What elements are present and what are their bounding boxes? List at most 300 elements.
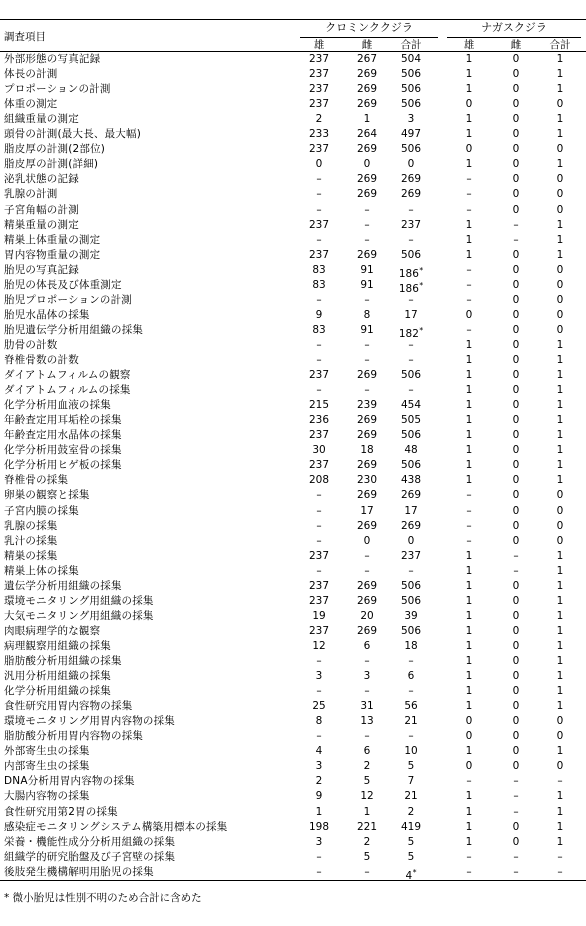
cell-value: 1 bbox=[556, 639, 564, 652]
cell-minke-total bbox=[394, 82, 428, 97]
cell-value: 0 bbox=[512, 504, 520, 517]
cell-value: 506 bbox=[400, 143, 422, 156]
cell-value: 0 bbox=[512, 83, 520, 96]
cell-value: – bbox=[408, 384, 414, 397]
footnote-marker: * bbox=[419, 280, 424, 290]
cell-minke-male bbox=[302, 473, 336, 488]
cell-fin-male bbox=[452, 488, 486, 503]
cell-value: 0 bbox=[512, 579, 520, 592]
cell-fin-total bbox=[543, 684, 577, 699]
cell-value: 6 bbox=[363, 745, 371, 758]
cell-fin-total bbox=[543, 233, 577, 248]
cell-minke-total bbox=[394, 67, 428, 82]
cell-minke-female bbox=[350, 729, 384, 744]
cell-value: 1 bbox=[465, 745, 473, 758]
cell-value: – bbox=[466, 203, 472, 216]
cell-fin-total bbox=[543, 67, 577, 82]
cell-fin-male bbox=[452, 127, 486, 142]
cell-minke-total bbox=[394, 654, 428, 669]
cell-value: 208 bbox=[308, 474, 330, 487]
cell-value: 21 bbox=[404, 790, 418, 803]
cell-value: – bbox=[408, 233, 414, 246]
cell-value: – bbox=[364, 218, 370, 231]
cell-minke-female bbox=[350, 759, 384, 774]
cell-value: 237 bbox=[308, 624, 330, 637]
cell-value: 1 bbox=[556, 113, 564, 126]
cell-value: 506 bbox=[400, 624, 422, 637]
cell-minke-total bbox=[394, 473, 428, 488]
cell-minke-male bbox=[302, 233, 336, 248]
cell-value: 0 bbox=[512, 594, 520, 607]
cell-value: 0 bbox=[512, 384, 520, 397]
cell-minke-male bbox=[302, 684, 336, 699]
cell-value: 3 bbox=[363, 670, 371, 683]
cell-value: 21 bbox=[404, 715, 418, 728]
cell-value: 3 bbox=[315, 835, 323, 848]
cell-value: 91 bbox=[360, 263, 374, 276]
cell-fin-total bbox=[543, 654, 577, 669]
cell-value: 237 bbox=[308, 83, 330, 96]
cell-fin-male bbox=[452, 157, 486, 172]
cell-fin-total bbox=[543, 624, 577, 639]
cell-value: 438 bbox=[400, 474, 422, 487]
cell-minke-total bbox=[394, 413, 428, 428]
cell-minke-male bbox=[302, 549, 336, 564]
cell-fin-female bbox=[499, 112, 533, 127]
cell-minke-male bbox=[302, 504, 336, 519]
cell-minke-male bbox=[302, 97, 336, 112]
cell-minke-male bbox=[302, 654, 336, 669]
cell-value: 0 bbox=[512, 53, 520, 65]
cell-value: 91 bbox=[360, 323, 374, 336]
cell-minke-male bbox=[302, 413, 336, 428]
row-label: 年齢査定用水晶体の採集 bbox=[4, 429, 122, 442]
cell-fin-female bbox=[499, 654, 533, 669]
cell-minke-female bbox=[350, 549, 384, 564]
cell-fin-total bbox=[543, 488, 577, 503]
cell-value: 237 bbox=[308, 68, 330, 81]
cell-value: 0 bbox=[512, 173, 520, 186]
cell-fin-female bbox=[499, 473, 533, 488]
cell-minke-female bbox=[350, 97, 384, 112]
cell-minke-male bbox=[302, 443, 336, 458]
cell-value: 237 bbox=[308, 429, 330, 442]
cell-value: 1 bbox=[556, 233, 564, 246]
cell-fin-total bbox=[543, 789, 577, 804]
cell-fin-male bbox=[452, 504, 486, 519]
row-label: 精巣上体重量の測定 bbox=[4, 233, 101, 246]
cell-fin-male bbox=[452, 669, 486, 684]
cell-minke-female bbox=[350, 338, 384, 353]
cell-minke-male bbox=[302, 248, 336, 263]
cell-value: 0 bbox=[363, 158, 371, 171]
cell-fin-female bbox=[499, 609, 533, 624]
cell-minke-total bbox=[394, 458, 428, 473]
row-label: ダイアトムフィルムの観察 bbox=[4, 369, 131, 382]
row-label: 乳腺の採集 bbox=[4, 519, 58, 532]
group-header-fin: ナガスクジラ bbox=[481, 21, 547, 34]
cell-fin-total bbox=[543, 805, 577, 820]
cell-value: 0 bbox=[363, 534, 371, 547]
row-label: 大気モニタリング用組織の採集 bbox=[4, 609, 154, 622]
row-label: 栄養・機能性成分分析用組織の採集 bbox=[4, 835, 176, 848]
cell-minke-female bbox=[350, 458, 384, 473]
cell-minke-female bbox=[350, 684, 384, 699]
cell-value: 506 bbox=[400, 248, 422, 261]
cell-minke-female bbox=[350, 594, 384, 609]
cell-minke-female bbox=[350, 127, 384, 142]
cell-value: 506 bbox=[400, 369, 422, 382]
cell-value: 0 bbox=[512, 444, 520, 457]
cell-value: 237 bbox=[308, 594, 330, 607]
cell-value: 237 bbox=[400, 218, 422, 231]
cell-fin-female bbox=[499, 549, 533, 564]
cell-value: 1 bbox=[556, 128, 564, 141]
cell-value: 0 bbox=[465, 760, 473, 773]
cell-minke-male bbox=[302, 594, 336, 609]
cell-minke-total bbox=[394, 639, 428, 654]
cell-minke-female bbox=[350, 263, 384, 278]
cell-fin-female bbox=[499, 308, 533, 323]
cell-value: 0 bbox=[512, 700, 520, 713]
cell-value: 269 bbox=[356, 98, 378, 111]
cell-value: 0 bbox=[512, 188, 520, 201]
cell-fin-female bbox=[499, 579, 533, 594]
cell-minke-total bbox=[394, 714, 428, 729]
cell-value: 25 bbox=[312, 700, 326, 713]
cell-minke-total bbox=[394, 157, 428, 172]
row-label: 脊椎骨の採集 bbox=[4, 474, 69, 487]
cell-minke-female bbox=[350, 624, 384, 639]
cell-minke-female bbox=[350, 835, 384, 850]
cell-value: – bbox=[316, 354, 322, 366]
cell-fin-female bbox=[499, 398, 533, 413]
cell-minke-female bbox=[350, 579, 384, 594]
cell-minke-male bbox=[302, 82, 336, 97]
cell-minke-total bbox=[394, 293, 428, 308]
cell-fin-total bbox=[543, 323, 577, 338]
cell-value: 19 bbox=[312, 609, 326, 622]
cell-minke-male bbox=[302, 338, 336, 353]
cell-minke-total bbox=[394, 594, 428, 609]
cell-value: – bbox=[316, 233, 322, 246]
cell-fin-total bbox=[543, 368, 577, 383]
cell-value: 237 bbox=[308, 98, 330, 111]
cell-fin-male bbox=[452, 579, 486, 594]
cell-value: 269 bbox=[400, 489, 422, 502]
cell-fin-female bbox=[499, 519, 533, 534]
cell-fin-female bbox=[499, 729, 533, 744]
cell-minke-total bbox=[394, 338, 428, 353]
cell-value: 506 bbox=[400, 98, 422, 111]
cell-fin-male bbox=[452, 263, 486, 278]
cell-value: – bbox=[557, 850, 563, 863]
cell-value: – bbox=[513, 850, 519, 863]
cell-value: 18 bbox=[404, 639, 418, 652]
cell-minke-total bbox=[394, 278, 428, 293]
cell-value: – bbox=[316, 293, 322, 306]
cell-value: 0 bbox=[407, 534, 415, 547]
cell-value: 1 bbox=[556, 564, 564, 577]
cell-value: 1 bbox=[465, 459, 473, 472]
cell-minke-female bbox=[350, 789, 384, 804]
cell-minke-total bbox=[394, 609, 428, 624]
cell-minke-female bbox=[350, 714, 384, 729]
cell-fin-male bbox=[452, 789, 486, 804]
cell-fin-male bbox=[452, 835, 486, 850]
cell-minke-total bbox=[394, 744, 428, 759]
row-label: 胎児プロポーションの計測 bbox=[4, 293, 132, 306]
cell-minke-male bbox=[302, 609, 336, 624]
cell-minke-male bbox=[302, 759, 336, 774]
cell-value: 12 bbox=[312, 639, 326, 652]
cell-fin-female bbox=[499, 865, 533, 880]
cell-value: 0 bbox=[512, 459, 520, 472]
col-header-fin-female: 雌 bbox=[510, 39, 522, 51]
cell-value: 1 bbox=[556, 354, 564, 366]
cell-value: 237 bbox=[308, 579, 330, 592]
cell-value: 5 bbox=[363, 775, 371, 788]
cell-value: 267 bbox=[356, 53, 378, 65]
cell-fin-total bbox=[543, 699, 577, 714]
cell-fin-male bbox=[452, 654, 486, 669]
cell-minke-female bbox=[350, 774, 384, 789]
cell-value: 2 bbox=[363, 835, 371, 848]
cell-value: 0 bbox=[556, 760, 564, 773]
row-label: 胃内容物重量の測定 bbox=[4, 248, 101, 261]
cell-value: 6 bbox=[363, 639, 371, 652]
cell-value: 0 bbox=[556, 534, 564, 547]
cell-fin-female bbox=[499, 624, 533, 639]
cell-value: 237 bbox=[308, 369, 330, 382]
cell-value: 0 bbox=[512, 68, 520, 81]
cell-value: 0 bbox=[512, 369, 520, 382]
cell-minke-male bbox=[302, 458, 336, 473]
cell-fin-male bbox=[452, 473, 486, 488]
cell-value: 1 bbox=[556, 624, 564, 637]
row-label: 脂皮厚の計測(2部位) bbox=[4, 143, 106, 156]
cell-value: 0 bbox=[512, 293, 520, 306]
cell-minke-male bbox=[302, 353, 336, 368]
cell-value: 39 bbox=[404, 609, 418, 622]
cell-minke-total bbox=[394, 172, 428, 187]
cell-minke-total bbox=[394, 383, 428, 398]
cell-minke-male bbox=[302, 398, 336, 413]
cell-minke-female bbox=[350, 443, 384, 458]
cell-value: – bbox=[408, 685, 414, 698]
cell-fin-total bbox=[543, 172, 577, 187]
cell-minke-male bbox=[302, 308, 336, 323]
cell-value: – bbox=[408, 730, 414, 743]
cell-fin-male bbox=[452, 714, 486, 729]
cell-value: 17 bbox=[404, 504, 418, 517]
cell-value: 186 bbox=[398, 267, 419, 280]
cell-fin-male bbox=[452, 428, 486, 443]
cell-value: 1 bbox=[556, 444, 564, 457]
cell-minke-male bbox=[302, 579, 336, 594]
row-label: 脂皮厚の計測(詳細) bbox=[4, 158, 99, 171]
cell-value: 1 bbox=[465, 564, 473, 577]
row-label: 汎用分析用組織の採集 bbox=[4, 670, 111, 683]
cell-minke-male bbox=[302, 368, 336, 383]
cell-value: 2 bbox=[407, 805, 415, 818]
cell-value: 1 bbox=[556, 805, 564, 818]
cell-fin-total bbox=[543, 639, 577, 654]
cell-value: 1 bbox=[556, 655, 564, 667]
cell-value: 1 bbox=[556, 414, 564, 427]
cell-minke-female bbox=[350, 308, 384, 323]
cell-value: – bbox=[316, 685, 322, 698]
cell-fin-total bbox=[543, 669, 577, 684]
cell-value: 0 bbox=[512, 745, 520, 758]
cell-fin-male bbox=[452, 534, 486, 549]
cell-fin-total bbox=[543, 594, 577, 609]
cell-value: 0 bbox=[512, 760, 520, 773]
cell-minke-female bbox=[350, 293, 384, 308]
cell-value: 83 bbox=[312, 323, 326, 336]
cell-value: 269 bbox=[356, 248, 378, 261]
cell-minke-female bbox=[350, 353, 384, 368]
cell-value: 1 bbox=[465, 53, 473, 65]
cell-fin-total bbox=[543, 549, 577, 564]
cell-fin-male bbox=[452, 624, 486, 639]
cell-minke-female bbox=[350, 67, 384, 82]
cell-fin-female bbox=[499, 443, 533, 458]
cell-value: 0 bbox=[556, 730, 564, 743]
cell-minke-total bbox=[394, 789, 428, 804]
cell-fin-total bbox=[543, 112, 577, 127]
cell-value: 269 bbox=[400, 519, 422, 532]
col-header-fin-male: 雄 bbox=[463, 39, 475, 51]
cell-value: 1 bbox=[465, 158, 473, 171]
cell-fin-male bbox=[452, 308, 486, 323]
cell-fin-female bbox=[499, 699, 533, 714]
cell-value: 5 bbox=[363, 850, 371, 863]
cell-value: – bbox=[316, 384, 322, 397]
cell-fin-female bbox=[499, 157, 533, 172]
cell-fin-female bbox=[499, 233, 533, 248]
footnote-marker: * bbox=[419, 325, 424, 335]
cell-value: – bbox=[408, 354, 414, 366]
cell-value: 237 bbox=[308, 248, 330, 261]
cell-minke-total bbox=[394, 203, 428, 218]
row-label: 精巣上体の採集 bbox=[4, 564, 79, 577]
cell-fin-female bbox=[499, 428, 533, 443]
cell-minke-total bbox=[394, 52, 428, 67]
cell-fin-female bbox=[499, 368, 533, 383]
cell-minke-female bbox=[350, 699, 384, 714]
cell-value: 13 bbox=[360, 715, 374, 728]
cell-fin-female bbox=[499, 278, 533, 293]
cell-fin-female bbox=[499, 759, 533, 774]
cell-fin-male bbox=[452, 609, 486, 624]
cell-value: – bbox=[557, 775, 563, 788]
row-label: 脂肪酸分析用胃内容物の採集 bbox=[4, 730, 144, 743]
cell-value: 186 bbox=[398, 282, 419, 295]
cell-minke-total bbox=[394, 759, 428, 774]
cell-fin-male bbox=[452, 774, 486, 789]
cell-value: 20 bbox=[360, 609, 374, 622]
cell-minke-male bbox=[302, 850, 336, 865]
cell-minke-female bbox=[350, 142, 384, 157]
cell-value: 0 bbox=[556, 504, 564, 517]
cell-value: 1 bbox=[556, 670, 564, 683]
cell-fin-male bbox=[452, 112, 486, 127]
cell-value: 233 bbox=[308, 128, 330, 141]
cell-value: 506 bbox=[400, 594, 422, 607]
cell-value: – bbox=[408, 338, 414, 351]
cell-value: 0 bbox=[512, 143, 520, 156]
cell-minke-male bbox=[302, 624, 336, 639]
cell-fin-total bbox=[543, 413, 577, 428]
cell-value: 1 bbox=[363, 113, 371, 126]
row-label: 化学分析用鼓室骨の採集 bbox=[4, 444, 122, 457]
cell-value: 4 bbox=[315, 745, 323, 758]
cell-value: – bbox=[316, 519, 322, 532]
cell-value: – bbox=[513, 790, 519, 803]
cell-value: 237 bbox=[308, 53, 330, 65]
cell-value: 0 bbox=[512, 730, 520, 743]
cell-minke-male bbox=[302, 729, 336, 744]
cell-value: – bbox=[513, 233, 519, 246]
cell-minke-male bbox=[302, 203, 336, 218]
cell-fin-female bbox=[499, 458, 533, 473]
cell-minke-female bbox=[350, 639, 384, 654]
row-label: 外部形態の写真記録 bbox=[4, 53, 101, 65]
cell-minke-female bbox=[350, 383, 384, 398]
cell-minke-total bbox=[394, 323, 428, 338]
cell-value: 0 bbox=[512, 323, 520, 336]
cell-fin-female bbox=[499, 323, 533, 338]
cell-minke-male bbox=[302, 172, 336, 187]
cell-fin-total bbox=[543, 428, 577, 443]
row-label: 体長の計測 bbox=[4, 68, 58, 81]
cell-fin-male bbox=[452, 187, 486, 202]
cell-value: 1 bbox=[465, 820, 473, 833]
cell-fin-total bbox=[543, 473, 577, 488]
cell-value: 264 bbox=[356, 128, 378, 141]
cell-value: 1 bbox=[363, 805, 371, 818]
cell-fin-male bbox=[452, 248, 486, 263]
cell-value: – bbox=[316, 203, 322, 216]
cell-minke-male bbox=[302, 865, 336, 880]
cell-value: – bbox=[466, 534, 472, 547]
group-header-minke: クロミンククジラ bbox=[325, 21, 413, 34]
cell-value: 269 bbox=[356, 143, 378, 156]
row-label: 脂肪酸分析用組織の採集 bbox=[4, 655, 122, 667]
cell-value: 269 bbox=[356, 624, 378, 637]
cell-minke-total bbox=[394, 218, 428, 233]
cell-minke-total bbox=[394, 850, 428, 865]
cell-value: 0 bbox=[512, 820, 520, 833]
cell-value: 2 bbox=[315, 113, 323, 126]
cell-value: 1 bbox=[556, 83, 564, 96]
cell-value: 1 bbox=[465, 414, 473, 427]
cell-value: – bbox=[364, 338, 370, 351]
cell-value: 10 bbox=[404, 745, 418, 758]
cell-minke-male bbox=[302, 534, 336, 549]
cell-minke-female bbox=[350, 248, 384, 263]
cell-value: 454 bbox=[400, 399, 422, 412]
cell-minke-female bbox=[350, 368, 384, 383]
cell-value: – bbox=[408, 655, 414, 667]
row-label: 精巣重量の測定 bbox=[4, 218, 79, 231]
cell-fin-total bbox=[543, 744, 577, 759]
row-label: プロポーションの計測 bbox=[4, 83, 111, 96]
cell-value: – bbox=[513, 775, 519, 788]
cell-minke-total bbox=[394, 579, 428, 594]
cell-fin-total bbox=[543, 835, 577, 850]
